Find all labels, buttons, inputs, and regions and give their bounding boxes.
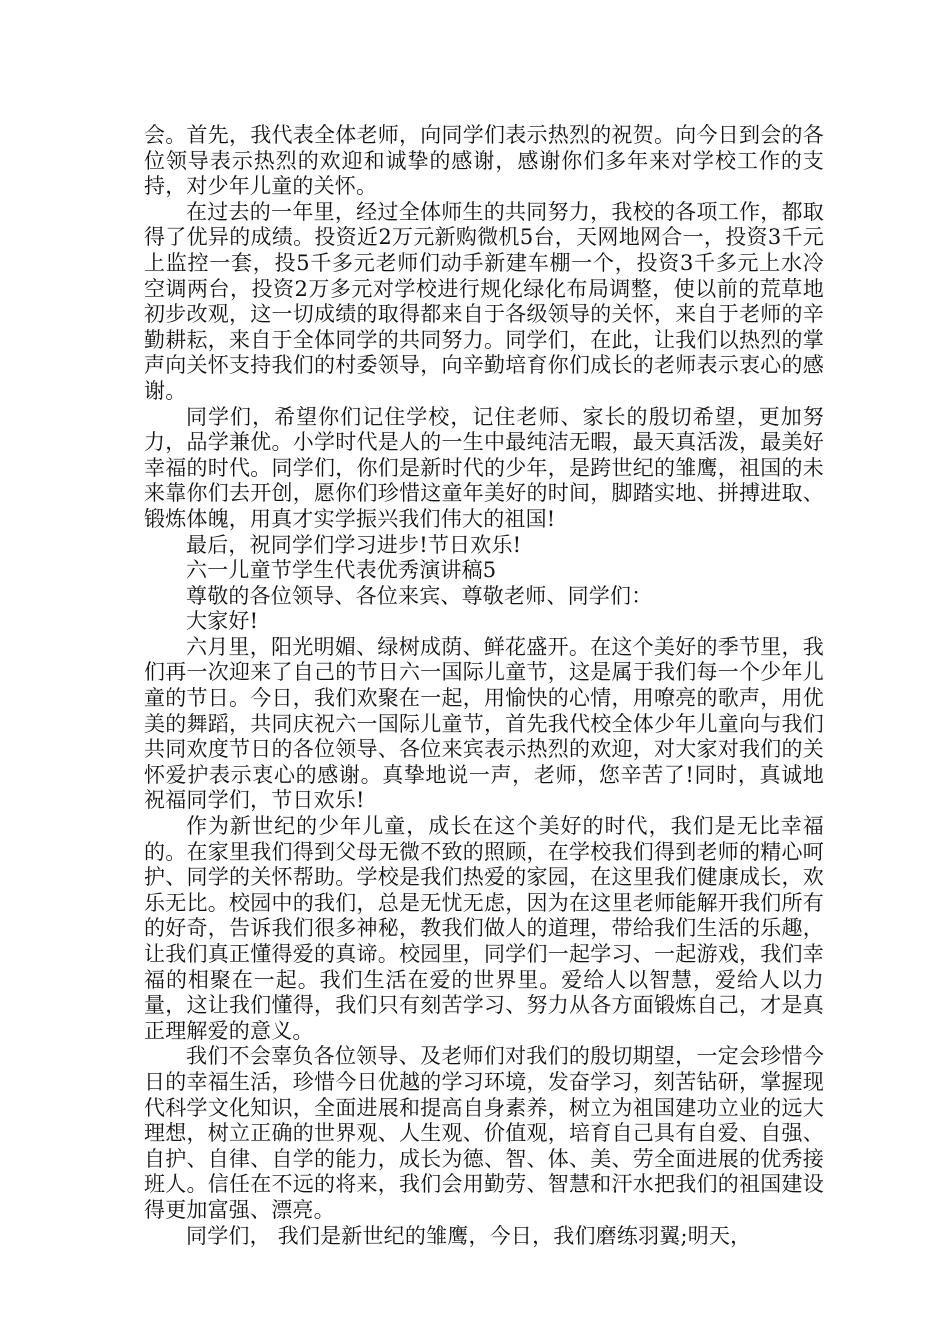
- speech-title: 六一儿童节学生代表优秀演讲稿5: [186, 558, 497, 583]
- paragraph-new-century: 作为新世纪的少年儿童，成长在这个美好的时代，我们是无比幸福的。在家里我们得到父母无微不致的照顾，在学校我们得到老师的精心呵护、同学的关怀帮助。学校是我们热爱的家园，在这里我们健康成长，欢乐无比。校园中的我们，总是无忧无虑，因为在这里老师能解开我们所有的好奇，告诉我们很多神秘，教我们做人的道理，带给我们生活的乐趣，让我们真正懂得爱的真谛。校园里，同学们一起学习、一起游戏，我们幸福的相聚在一起。我们生活在爱的世界里。爱给人以智慧，爱给人以力量，这让我们懂得，我们只有刻苦学习、努力从各方面锻炼自己，才是真正理解爱的意义。: [144, 814, 824, 1043]
- document-body: [144, 123, 824, 1249]
- paragraph-hopes: 同学们，希望你们记住学校，记住老师、家长的殷切希望，更加努力，品学兼优。小学时代是人的一生中最纯洁无暇，最天真活泼，最美好幸福的时代。同学们，你们是新时代的少年，是跨世纪的雏鹰，祖国的未来靠你们去开创，愿你们珍惜这童年美好的时间，脚踏实地、拼搏进取、锻炼体魄，用真才实学振兴我们伟大的祖国!: [144, 404, 824, 531]
- paragraph-commitment: 我们不会辜负各位领导、及老师们对我们的殷切期望，一定会珍惜今日的幸福生活，珍惜今日优越的学习环境，发奋学习，刻苦钻研，掌握现代科学文化知识，全面进展和提高自身素养，树立为祖国建功立业的远大理想，树立正确的世界观、人生观、价值观，培育自己具有自爱、自强、自护、自律、自学的能力，成长为德、智、体、美、劳全面进展的优秀接班人。信任在不远的将来，我们会用勤劳、智慧和汗水把我们的祖国建设得更加富强、漂亮。: [144, 1044, 824, 1222]
- paragraph-final: 同学们， 我们是新世纪的雏鹰，今日，我们磨练羽翼;明天，: [186, 1223, 752, 1248]
- salutation: 尊敬的各位领导、各位来宾、尊敬老师、同学们：: [186, 583, 653, 608]
- paragraph-june: 六月里，阳光明媚、绿树成荫、鲜花盛开。在这个美好的季节里，我们再一次迎来了自己的节日六一国际儿童节，这是属于我们每一个少年儿童的节日。今日，我们欢聚在一起，用愉快的心情，用嘹亮的歌声，用优美的舞蹈，共同庆祝六一国际儿童节，首先我代校全体少年儿童向与我们共同欢度节日的各位领导、各位来宾表示热烈的欢迎，对大家对我们的关怀爱护表示衷心的感谢。真挚地说一声，老师，您辛苦了!同时，真诚地祝福同学们，节日欢乐!: [144, 634, 824, 813]
- paragraph-closing-wish: 最后，祝同学们学习进步!节日欢乐!: [186, 532, 522, 557]
- greeting: 大家好!: [186, 609, 259, 634]
- paragraph-achievements: 在过去的一年里，经过全体师生的共同努力，我校的各项工作，都取得了优异的成绩。投资近2万元新购微机5台，天网地网合一，投资3千元上监控一套，投5千多元老师们动手新建车棚一个，投资3千多元上水冷空调两台，投资2万多元对学校进行规化绿化布局调整，使以前的荒草地初步改观，这一切成绩的取得都来自于各级领导的关怀，来自于老师的辛勤耕耘，来自于全体同学的共同努力。同学们，在此，让我们以热烈的掌声向关怀支持我们的村委领导，向辛勤培育你们成长的老师表示衷心的感谢。: [144, 199, 824, 403]
- paragraph-continuation: 会。首先，我代表全体老师，向同学们表示热烈的祝贺。向今日到会的各位领导表示热烈的欢迎和诚挚的感谢，感谢你们多年来对学校工作的支持，对少年儿童的关怀。: [144, 123, 824, 199]
